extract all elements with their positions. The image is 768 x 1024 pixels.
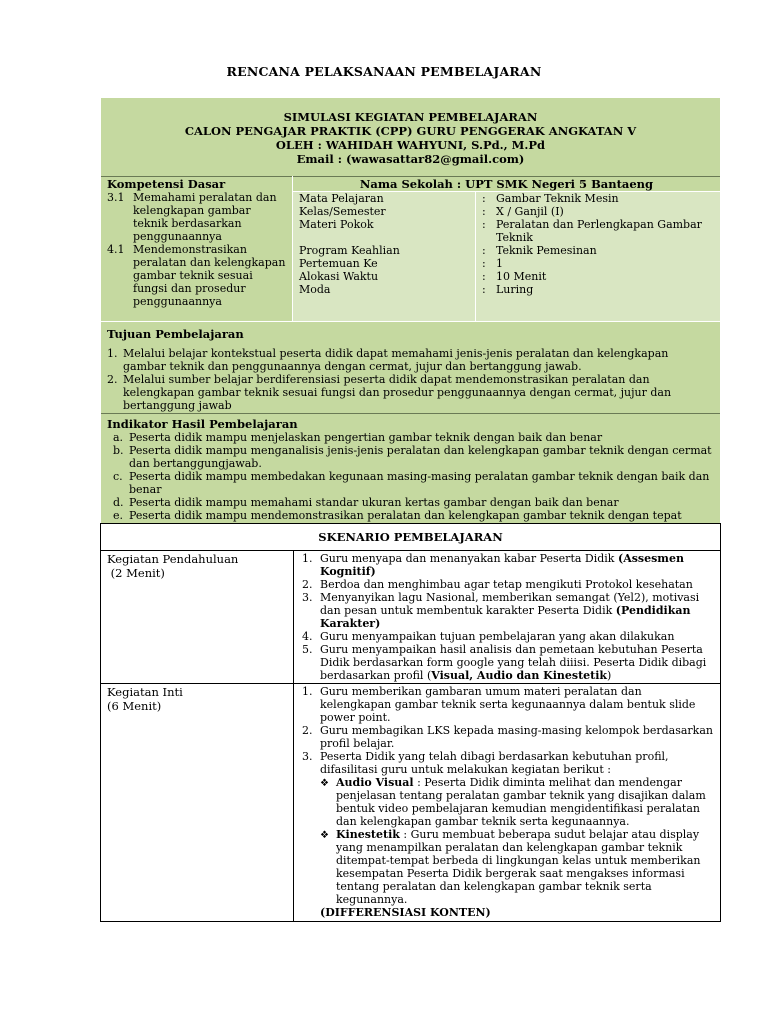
header-line-4: Email : (wawasattar82@gmail.com) [296,152,525,166]
field-value: 1 [496,257,503,270]
core-label-cell [101,684,294,922]
field-label: Program Keahlian [299,244,400,257]
competency-item: 4.1 Mendemonstrasikan peralatan dan kelengkapan gambar teknik sesuai fungsi dan prosedur penggunaannya [107,243,286,308]
differentiation-label: (DIFFERENSIASI KONTEN) [320,906,491,919]
document-title: RENCANA PELAKSANAAN PEMBELAJARAN [226,64,542,79]
indicator-item: e. Peserta didik mampu mendemonstrasikan peralatan dan kelengkapan gambar teknik dengan tepat [113,509,682,522]
opening-activities [294,551,721,684]
competency-title: Kompetensi Dasar [107,177,226,191]
field-label: Moda [299,283,331,296]
objectives-section [101,321,720,414]
diamond-bullet-icon: ❖ [320,778,329,789]
header-line-1: SIMULASI KEGIATAN PEMBELAJARAN [283,110,538,124]
field-label: Alokasi Waktu [299,270,379,283]
header-box [101,98,720,176]
field-value: Teknik Pemesinan [496,244,597,257]
core-subitem: ❖ Audio Visual : Peserta Didik diminta melihat dan mendengar penjelasan tentang peralatan gambar teknik yang disajikan dalam bentuk video pembelajaran kemudian mengidentifikasi peralatan dan kelengkapan gambar teknik serta kegunaannya. [320,776,706,828]
core-activities [294,684,721,922]
opening-time: (2 Menit) [107,566,165,580]
core-item: 2. Guru membagikan LKS kepada masing-masing kelompok berdasarkan profil belajar. [302,724,713,750]
school-name: Nama Sekolah : UPT SMK Negeri 5 Bantaeng [293,177,720,192]
opening-item: 3. Menyanyikan lagu Nasional, memberikan semangat (Yel2), motivasi dan pesan untuk membentuk karakter Peserta Didik (Pendidikan Karakter) [302,591,700,630]
core-item: 3. Peserta Didik yang telah dibagi berdasarkan kebutuhan profil, difasilitasi guru untuk melakukan kegiatan berikut : [302,750,669,776]
field-value: Luring [496,283,534,296]
field-label: Materi Pokok [299,218,374,231]
competency-item: 3.1 Memahami peralatan dan kelengkapan gambar teknik berdasarkan penggunaannya [107,191,277,243]
objectives-title: Tujuan Pembelajaran [107,327,244,341]
field-label: Pertemuan Ke [299,257,378,270]
objective-item: 1. Melalui belajar kontekstual peserta didik dapat memahami jenis-jenis peralatan dan kelengkapan gambar teknik dan penggunaannya dengan cermat, jujur dan bertanggung jawab. [107,347,669,373]
opening-item: 1. Guru menyapa dan menanyakan kabar Peserta Didik (Assesmen Kognitif) [302,552,684,578]
indicator-item: a. Peserta didik mampu menjelaskan pengertian gambar teknik dengan baik dan benar [113,431,603,444]
indicators-section [101,413,720,524]
core-item: 1. Guru memberikan gambaran umum materi peralatan dan kelengkapan gambar teknik serta kegunaannya dalam bentuk slide power point. [302,685,696,724]
school-values: : Gambar Teknik Mesin : X / Ganjil (I) : Peralatan dan Perlengkapan Gambar Teknik : Teknik Pemesinan : 1 : 10 Menit : Luring [476,192,720,321]
opening-item: 5. Guru menyampaikan hasil analisis dan pemetaan kebutuhan Peserta Didik berdasarkan form google yang telah diiisi. Peserta Didik dibagi berdasarkan profil (Visual, Audio dan Kinestetik) [302,643,707,682]
scenario-title: SKENARIO PEMBELAJARAN [101,524,721,551]
school-labels [293,192,476,321]
scenario-table [100,523,721,922]
diamond-bullet-icon: ❖ [320,830,329,841]
indicators-title: Indikator Hasil Pembelajaran [107,417,298,431]
opening-item: 4. Guru menyampaikan tujuan pembelajaran yang akan dilakukan [302,630,675,643]
indicator-item: d. Peserta didik mampu memahami standar ukuran kertas gambar dengan baik dan benar [113,496,619,509]
core-label: Kegiatan Inti [107,685,183,699]
objective-item: 2. Melalui sumber belajar berdiferensiasi peserta didik dapat mendemonstrasikan peralatan dan kelengkapan gambar teknik sesuai fungsi dan prosedur penggunaannya dengan cermat, jujur dan bertanggung jawab [107,373,672,412]
core-time: (6 Menit) [107,699,162,713]
competency-cell [101,177,293,322]
indicator-item: b. Peserta didik mampu menganalisis jenis-jenis peralatan dan kelengkapan gambar teknik dengan cermat dan bertanggungjawab. [113,444,712,470]
opening-item: 2. Berdoa dan menghimbau agar tetap mengikuti Protokol kesehatan [302,578,693,591]
field-label: Kelas/Semester [299,205,386,218]
header-line-2: CALON PENGAJAR PRAKTIK (CPP) GURU PENGGERAK ANGKATAN V [184,124,637,138]
core-subitem: ❖ Kinestetik : Guru membuat beberapa sudut belajar atau display yang menampilkan peralatan dan kelengkapan gambar teknik ditempat-tempat berbeda di lingkungan kelas untuk memberikan kesempatan Peserta Didik bergerak saat mengakses informasi tentang peralatan dan kelengkapan gambar teknik serta kegunannya. [320,828,701,906]
header-line-3: OLEH : WAHIDAH WAHYUNI, S.Pd., M.Pd [275,138,546,152]
school-info-cell [293,177,721,322]
opening-label: Kegiatan Pendahuluan [107,552,239,566]
field-value: X / Ganjil (I) [496,205,564,218]
field-label: Mata Pelajaran [299,192,384,205]
field-value: Peralatan dan Perlengkapan Gambar Teknik [496,218,702,244]
field-value: 10 Menit [496,270,547,283]
opening-label-cell [101,551,294,684]
competency-table [101,176,720,321]
indicator-item: c. Peserta didik mampu membedakan kegunaan masing-masing peralatan gambar teknik dengan baik dan benar [113,470,710,496]
field-value: Gambar Teknik Mesin [496,192,619,205]
